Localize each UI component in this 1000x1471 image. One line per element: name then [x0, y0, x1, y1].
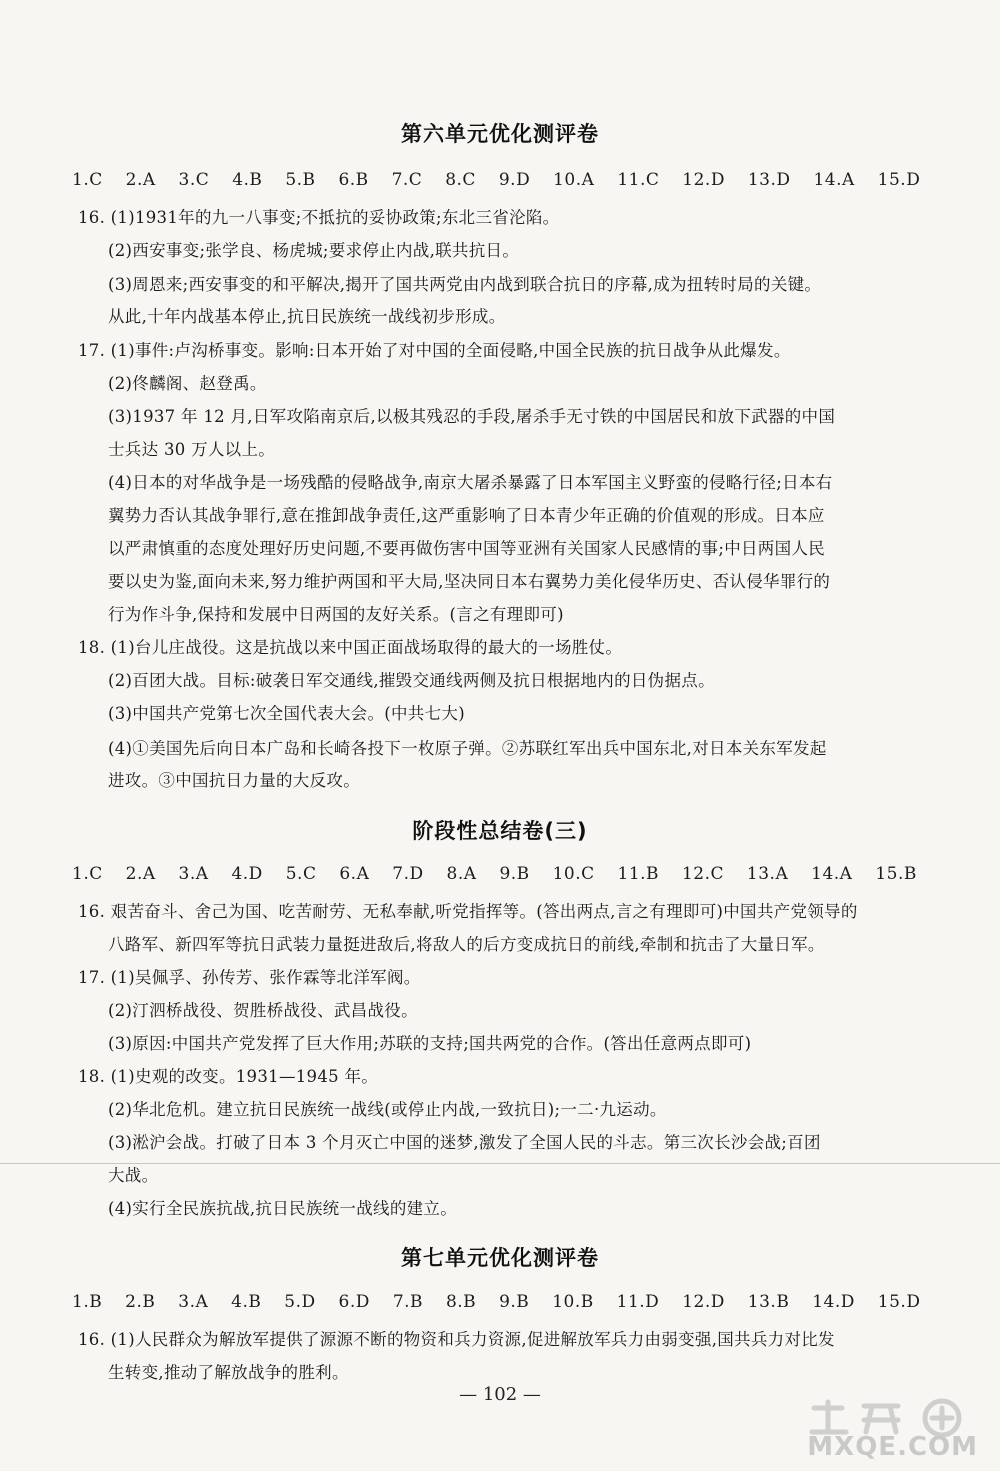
- answer-line: 士兵达 30 万人以上。: [108, 440, 276, 459]
- mc-answer: 11.B: [617, 864, 660, 884]
- mc-answer: 10.C: [552, 864, 595, 884]
- mc-answer: 2.A: [125, 864, 156, 884]
- answer-line: 从此,十年内战基本停止,抗日民族统一战线初步形成。: [108, 307, 506, 326]
- mc-answer: 6.D: [338, 1292, 370, 1312]
- mc-answer: 7.D: [392, 864, 424, 884]
- mc-answer: 11.C: [617, 170, 660, 190]
- mc-answer: 8.C: [445, 170, 476, 190]
- mc-answer: 14.A: [811, 864, 853, 884]
- section-title: 阶段性总结卷(三): [412, 819, 588, 843]
- answer-line: (3)中国共产党第七次全国代表大会。(中共七大): [108, 704, 465, 723]
- answer-line: (3)原因:中国共产党发挥了巨大作用;苏联的支持;国共两党的合作。(答出任意两点即可): [108, 1034, 752, 1053]
- mc-answer: 15.D: [877, 170, 921, 190]
- answer-line: 16. (1)1931年的九一八事变;不抵抗的妥协政策;东北三省沦陷。: [78, 208, 560, 227]
- answer-line: (3)1937 年 12 月,日军攻陷南京后,以极其残忍的手段,屠杀手无寸铁的中国居民和放下武器的中国: [108, 407, 836, 426]
- answer-line: (3)淞沪会战。打破了日本 3 个月灭亡中国的迷梦,激发了全国人民的斗志。第三次长沙会战;百团: [108, 1133, 821, 1152]
- answer-line: (3)周恩来;西安事变的和平解决,揭开了国共两党由内战到联合抗日的序幕,成为扭转时局的关键。: [108, 275, 822, 294]
- mc-answer: 12.C: [681, 864, 724, 884]
- mc-answer-row: [72, 170, 952, 190]
- answer-line: (4)日本的对华战争是一场残酷的侵略战争,南京大屠杀暴露了日本军国主义野蛮的侵略行径;日本右: [108, 473, 833, 492]
- mc-answer: 9.B: [499, 1292, 530, 1312]
- mc-answer: 7.B: [392, 1292, 424, 1312]
- mc-answer: 4.D: [231, 864, 263, 884]
- mc-answer: 4.B: [231, 1292, 262, 1312]
- mc-answer-row: [72, 864, 952, 884]
- answer-line: 进攻。③中国抗日力量的大反攻。: [108, 771, 360, 790]
- page-number: — 102 —: [459, 1384, 541, 1405]
- answer-line: 翼势力否认其战争罪行,意在推卸战争责任,这严重影响了日本青少年正确的价值观的形成。日本应: [108, 506, 825, 525]
- mc-answer: 1.C: [72, 170, 103, 190]
- answer-line: (2)汀泗桥战役、贺胜桥战役、武昌战役。: [108, 1001, 418, 1020]
- answer-line: (4)①美国先后向日本广岛和长崎各投下一枚原子弹。②苏联红军出兵中国东北,对日本关东军发起: [108, 739, 827, 758]
- mc-answer: 13.A: [746, 864, 789, 884]
- mc-answer: 3.C: [178, 170, 210, 190]
- watermark-site-text: MXQE.COM: [807, 1432, 978, 1462]
- mc-answer: 1.B: [72, 1292, 103, 1312]
- mc-answer: 15.D: [877, 1292, 921, 1312]
- mc-answer: 9.B: [499, 864, 530, 884]
- answer-line: 生转变,推动了解放战争的胜利。: [108, 1363, 349, 1382]
- answer-line: (2)西安事变;张学良、杨虎城;要求停止内战,联共抗日。: [108, 241, 520, 260]
- answer-line: 18. (1)史观的改变。1931—1945 年。: [78, 1067, 379, 1086]
- mc-answer: 3.A: [178, 864, 209, 884]
- answer-line: (2)华北危机。建立抗日民族统一战线(或停止内战,一致抗日);一二·九运动。: [108, 1100, 667, 1119]
- answer-line: 大战。: [108, 1166, 159, 1185]
- answer-line: 要以史为鉴,面向未来,努力维护两国和平大局,坚决同日本右翼势力美化侵华历史、否认侵华罪行的: [108, 572, 831, 591]
- answer-line: (2)佟麟阁、赵登禹。: [108, 374, 267, 393]
- mc-answer: 15.B: [875, 864, 917, 884]
- mc-answer: 5.C: [285, 864, 317, 884]
- mc-answer: 4.B: [232, 170, 263, 190]
- mc-answer: 13.B: [747, 1292, 790, 1312]
- mc-answer: 9.D: [498, 170, 531, 190]
- answer-line: (4)实行全民族抗战,抗日民族统一战线的建立。: [108, 1199, 458, 1218]
- mc-answer: 14.A: [813, 170, 855, 190]
- answer-line: 以严肃慎重的态度处理好历史问题,不要再做伤害中国等亚洲有关国家人民感情的事;中日两国人民: [108, 539, 826, 558]
- mc-answer: 12.D: [682, 170, 725, 190]
- mc-answer: 3.A: [178, 1292, 209, 1312]
- mc-answer: 6.B: [338, 170, 369, 190]
- mc-answer: 6.A: [339, 864, 370, 884]
- answer-line: 17. (1)事件:卢沟桥事变。影响:日本开始了对中国的全面侵略,中国全民族的抗日战争从此爆发。: [78, 341, 791, 360]
- mc-answer: 2.B: [125, 1292, 156, 1312]
- answer-line: 16. 艰苦奋斗、舍己为国、吃苦耐劳、无私奉献,听党指挥等。(答出两点,言之有理即可)中国共产党领导的: [78, 902, 858, 921]
- answer-line: (2)百团大战。目标:破袭日军交通线,摧毁交通线两侧及抗日根据地内的日伪据点。: [108, 671, 715, 690]
- mc-answer: 14.D: [812, 1292, 855, 1312]
- mc-answer-row: [72, 1292, 952, 1312]
- mc-answer: 7.C: [391, 170, 423, 190]
- mc-answer: 10.B: [552, 1292, 594, 1312]
- mc-answer: 1.C: [72, 864, 103, 884]
- answer-line: 行为作斗争,保持和发展中日两国的友好关系。(言之有理即可): [108, 605, 564, 624]
- mc-answer: 2.A: [125, 170, 156, 190]
- mc-answer: 13.D: [747, 170, 791, 190]
- mc-answer: 8.A: [446, 864, 477, 884]
- section-title: 第六单元优化测评卷: [401, 122, 599, 146]
- answer-line: 八路军、新四军等抗日武装力量挺进敌后,将敌人的后方变成抗日的前线,牵制和抗击了大量日军。: [108, 935, 825, 954]
- mc-answer: 10.A: [553, 170, 595, 190]
- mc-answer: 12.D: [682, 1292, 725, 1312]
- section-title: 第七单元优化测评卷: [401, 1246, 599, 1270]
- answer-line: 17. (1)吴佩孚、孙传芳、张作霖等北洋军阀。: [78, 968, 421, 987]
- answer-line: 18. (1)台儿庄战役。这是抗战以来中国正面战场取得的最大的一场胜仗。: [78, 638, 623, 657]
- answer-line: 16. (1)人民群众为解放军提供了源源不断的物资和兵力资源,促进解放军兵力由弱变强,国共兵力对比发: [78, 1330, 835, 1349]
- mc-answer: 5.D: [284, 1292, 316, 1312]
- mc-answer: 5.B: [285, 170, 316, 190]
- mc-answer: 11.D: [616, 1292, 660, 1312]
- mc-answer: 8.B: [445, 1292, 477, 1312]
